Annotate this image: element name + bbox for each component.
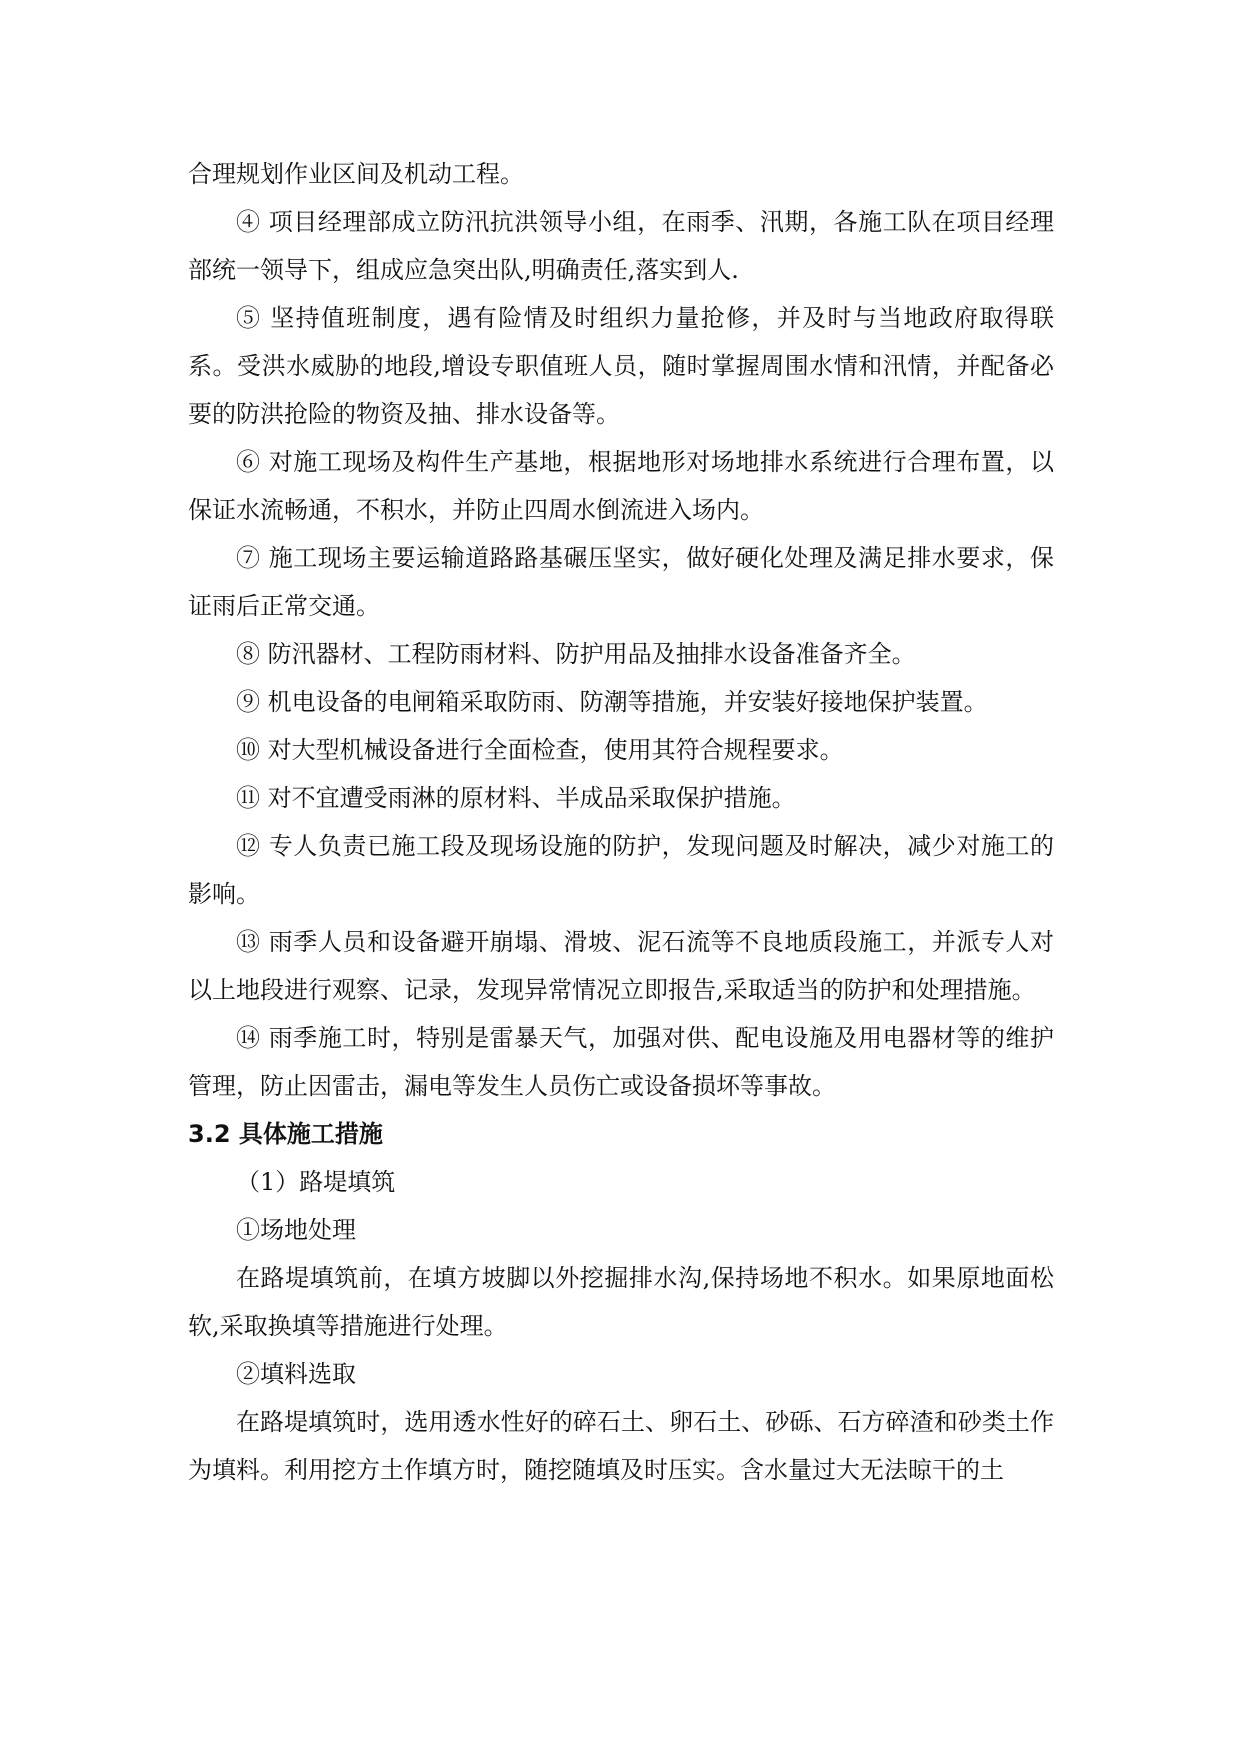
- paragraph-continuation: 合理规划作业区间及机动工程。: [188, 160, 524, 188]
- paragraph-body: 在路堤填筑前，在填方坡脚以外挖掘排水沟,保持场地不积水。如果原地面松软,采取换填等措施进行处理。: [188, 1264, 1054, 1340]
- document-body: [188, 150, 1054, 1494]
- paragraph-item-13: ⑬ 雨季人员和设备避开崩塌、滑坡、泥石流等不良地质段施工，并派专人对以上地段进行观察、记录，发现异常情况立即报告,采取适当的防护和处理措施。: [188, 928, 1054, 1004]
- paragraph-item-8: ⑧ 防汛器材、工程防雨材料、防护用品及抽排水设备准备齐全。: [236, 640, 916, 668]
- paragraph-item-9: ⑨ 机电设备的电闸箱采取防雨、防潮等措施，并安装好接地保护装置。: [236, 688, 988, 716]
- paragraph-item-14: ⑭ 雨季施工时，特别是雷暴天气，加强对供、配电设施及用电器材等的维护管理，防止因雷击，漏电等发生人员伤亡或设备损坏等事故。: [188, 1024, 1054, 1100]
- section-heading: 3.2 具体施工措施: [188, 1120, 383, 1148]
- paragraph-item-11: ⑪ 对不宜遭受雨淋的原材料、半成品采取保护措施。: [236, 784, 796, 812]
- subsection-item-title: ②填料选取: [236, 1360, 356, 1388]
- paragraph-body: 在路堤填筑时，选用透水性好的碎石土、卵石土、砂砾、石方碎渣和砂类土作为填料。利用挖方土作填方时，随挖随填及时压实。含水量过大无法晾干的土: [188, 1408, 1054, 1484]
- paragraph-item-6: ⑥ 对施工现场及构件生产基地，根据地形对场地排水系统进行合理布置，以保证水流畅通，不积水，并防止四周水倒流进入场内。: [188, 448, 1054, 524]
- paragraph-item-4: ④ 项目经理部成立防汛抗洪领导小组，在雨季、汛期，各施工队在项目经理部统一领导下，组成应急突出队,明确责任,落实到人.: [188, 208, 1054, 284]
- paragraph-item-7: ⑦ 施工现场主要运输道路路基碾压坚实，做好硬化处理及满足排水要求，保证雨后正常交通。: [188, 544, 1054, 620]
- subsection-title: （1）路堤填筑: [236, 1168, 396, 1196]
- subsection-item-title: ①场地处理: [236, 1216, 356, 1244]
- paragraph-item-5: ⑤ 坚持值班制度，遇有险情及时组织力量抢修，并及时与当地政府取得联系。受洪水威胁的地段,增设专职值班人员，随时掌握周围水情和汛情，并配备必要的防洪抢险的物资及抽、排水设备等。: [188, 304, 1054, 428]
- paragraph-item-12: ⑫ 专人负责已施工段及现场设施的防护，发现问题及时解决，减少对施工的影响。: [188, 832, 1054, 908]
- paragraph-item-10: ⑩ 对大型机械设备进行全面检查，使用其符合规程要求。: [236, 736, 844, 764]
